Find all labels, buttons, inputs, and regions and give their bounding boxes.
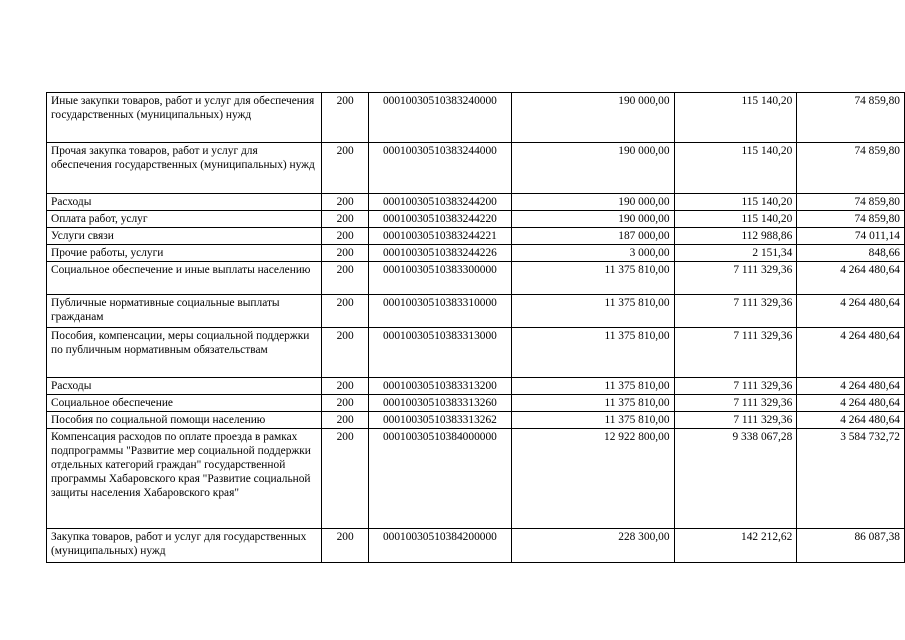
row-name-cell: Прочая закупка товаров, работ и услуг для обеспечения государственных (муниципальных) нужд	[47, 143, 322, 194]
row-plan-cell: 11 375 810,00	[511, 378, 674, 395]
row-name-cell: Публичные нормативные социальные выплаты гражданам	[47, 295, 322, 328]
row-kbk-cell: 00010030510384200000	[369, 529, 512, 563]
row-kbk-cell: 00010030510383313260	[369, 395, 512, 412]
row-code-cell: 200	[322, 395, 369, 412]
row-kbk-cell: 00010030510383313000	[369, 328, 512, 378]
table-row	[47, 194, 905, 211]
row-plan-cell: 190 000,00	[511, 194, 674, 211]
row-rest-cell: 86 087,38	[797, 529, 905, 563]
row-rest-cell: 74 859,80	[797, 93, 905, 143]
row-rest-cell: 848,66	[797, 245, 905, 262]
row-plan-cell: 11 375 810,00	[511, 295, 674, 328]
table-row	[47, 529, 905, 563]
row-code-cell: 200	[322, 262, 369, 295]
row-rest-cell: 4 264 480,64	[797, 412, 905, 429]
row-name-cell: Прочие работы, услуги	[47, 245, 322, 262]
table-row	[47, 245, 905, 262]
row-code-cell: 200	[322, 529, 369, 563]
table-row	[47, 211, 905, 228]
row-plan-cell: 11 375 810,00	[511, 395, 674, 412]
row-exec-cell: 115 140,20	[674, 211, 797, 228]
row-exec-cell: 7 111 329,36	[674, 295, 797, 328]
table-row	[47, 93, 905, 143]
row-name-cell: Закупка товаров, работ и услуг для государственных (муниципальных) нужд	[47, 529, 322, 563]
row-rest-cell: 4 264 480,64	[797, 328, 905, 378]
budget-execution-table	[46, 92, 905, 563]
table-row	[47, 429, 905, 529]
row-code-cell: 200	[322, 295, 369, 328]
table-row	[47, 262, 905, 295]
row-name-cell: Социальное обеспечение и иные выплаты населению	[47, 262, 322, 295]
row-kbk-cell: 00010030510383244220	[369, 211, 512, 228]
row-name-cell: Социальное обеспечение	[47, 395, 322, 412]
row-exec-cell: 9 338 067,28	[674, 429, 797, 529]
table-row	[47, 295, 905, 328]
row-plan-cell: 11 375 810,00	[511, 328, 674, 378]
row-exec-cell: 115 140,20	[674, 143, 797, 194]
row-rest-cell: 3 584 732,72	[797, 429, 905, 529]
row-rest-cell: 4 264 480,64	[797, 378, 905, 395]
row-name-cell: Пособия по социальной помощи населению	[47, 412, 322, 429]
row-exec-cell: 142 212,62	[674, 529, 797, 563]
row-kbk-cell: 00010030510383244000	[369, 143, 512, 194]
row-exec-cell: 112 988,86	[674, 228, 797, 245]
row-rest-cell: 4 264 480,64	[797, 395, 905, 412]
row-code-cell: 200	[322, 245, 369, 262]
row-rest-cell: 4 264 480,64	[797, 295, 905, 328]
row-plan-cell: 3 000,00	[511, 245, 674, 262]
row-rest-cell: 74 011,14	[797, 228, 905, 245]
row-rest-cell: 74 859,80	[797, 194, 905, 211]
row-code-cell: 200	[322, 429, 369, 529]
table-row	[47, 143, 905, 194]
row-rest-cell: 74 859,80	[797, 143, 905, 194]
row-plan-cell: 228 300,00	[511, 529, 674, 563]
table-row	[47, 328, 905, 378]
row-name-cell: Расходы	[47, 194, 322, 211]
row-exec-cell: 115 140,20	[674, 194, 797, 211]
row-code-cell: 200	[322, 228, 369, 245]
row-kbk-cell: 00010030510383313262	[369, 412, 512, 429]
row-kbk-cell: 00010030510383244221	[369, 228, 512, 245]
row-kbk-cell: 00010030510383244200	[369, 194, 512, 211]
row-exec-cell: 7 111 329,36	[674, 328, 797, 378]
row-plan-cell: 12 922 800,00	[511, 429, 674, 529]
row-kbk-cell: 00010030510384000000	[369, 429, 512, 529]
table-row	[47, 378, 905, 395]
row-rest-cell: 74 859,80	[797, 211, 905, 228]
row-kbk-cell: 00010030510383313200	[369, 378, 512, 395]
table-row	[47, 412, 905, 429]
table-row	[47, 228, 905, 245]
row-exec-cell: 7 111 329,36	[674, 378, 797, 395]
row-exec-cell: 7 111 329,36	[674, 412, 797, 429]
row-name-cell: Пособия, компенсации, меры социальной поддержки по публичным нормативным обязательствам	[47, 328, 322, 378]
row-kbk-cell: 00010030510383240000	[369, 93, 512, 143]
row-kbk-cell: 00010030510383310000	[369, 295, 512, 328]
row-kbk-cell: 00010030510383300000	[369, 262, 512, 295]
row-exec-cell: 2 151,34	[674, 245, 797, 262]
row-exec-cell: 7 111 329,36	[674, 395, 797, 412]
row-exec-cell: 7 111 329,36	[674, 262, 797, 295]
table-row	[47, 395, 905, 412]
row-code-cell: 200	[322, 194, 369, 211]
row-plan-cell: 187 000,00	[511, 228, 674, 245]
row-plan-cell: 11 375 810,00	[511, 262, 674, 295]
row-name-cell: Компенсация расходов по оплате проезда в рамках подпрограммы "Развитие мер социальной поддержки отдельных категорий граждан" государственной программы Хабаровского края "Развитие социальной защиты населения Хабаровского края"	[47, 429, 322, 529]
row-code-cell: 200	[322, 328, 369, 378]
row-plan-cell: 11 375 810,00	[511, 412, 674, 429]
row-code-cell: 200	[322, 378, 369, 395]
row-name-cell: Иные закупки товаров, работ и услуг для обеспечения государственных (муниципальных) нужд	[47, 93, 322, 143]
row-plan-cell: 190 000,00	[511, 143, 674, 194]
row-code-cell: 200	[322, 93, 369, 143]
row-exec-cell: 115 140,20	[674, 93, 797, 143]
row-plan-cell: 190 000,00	[511, 211, 674, 228]
row-kbk-cell: 00010030510383244226	[369, 245, 512, 262]
row-name-cell: Расходы	[47, 378, 322, 395]
row-name-cell: Услуги связи	[47, 228, 322, 245]
row-code-cell: 200	[322, 143, 369, 194]
row-code-cell: 200	[322, 412, 369, 429]
row-code-cell: 200	[322, 211, 369, 228]
row-name-cell: Оплата работ, услуг	[47, 211, 322, 228]
row-rest-cell: 4 264 480,64	[797, 262, 905, 295]
row-plan-cell: 190 000,00	[511, 93, 674, 143]
